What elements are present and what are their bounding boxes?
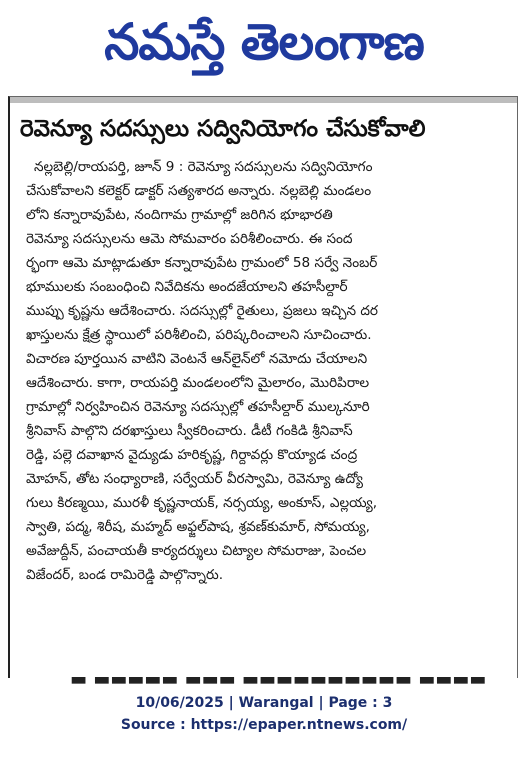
article-line: విజేందర్, బండ రామిరెడ్డి పాల్గొన్నారు. — [26, 567, 224, 583]
footer-date-edition: 10/06/2025 | Warangal | Page : 3 — [135, 695, 393, 711]
article-frame — [8, 96, 518, 690]
article-line: భూములకు సంబంధించి నివేదికను అందజేయాలని తహసీల్దార్ — [26, 279, 348, 295]
article-body — [26, 155, 510, 587]
article-line: నల్లబెల్లి/రాయపర్తి, జూన్ 9 : రెవెన్యూ సదస్సులను సద్వినియోగం — [34, 159, 373, 175]
article-line: ఖాస్తులను క్షేత్ర స్థాయిలో పరిశీలించి, పరిష్కరించాలని సూచించారు. — [26, 327, 372, 343]
article-headline: రెవెన్యూ సదస్సులు సద్వినియోగం చేసుకోవాలి — [20, 116, 426, 142]
article-line: గులు కిరణ్మయి, మురళీ కృష్ణనాయక్, నర్సయ్య, అంకూస్, ఎల్లయ్య, — [26, 495, 378, 511]
clipping-footer — [0, 692, 528, 736]
article-line: ర్భంగా ఆమె మాట్లాడుతూ కన్నారావుపేట గ్రామంలో 58 సర్వే నెంబర్ — [26, 255, 378, 271]
article-line: గ్రామాల్లో నిర్వహించిన రెవెన్యూ సదస్సుల్లో తహసీల్దార్ ముల్కనూరి — [26, 399, 370, 415]
article-line: విచారణ పూర్తయిన వాటిని వెంటనే ఆన్‌లైన్‌లో నమోదు చేయాలని — [26, 351, 368, 367]
article-line: లోని కన్నారావుపేట, నందిగామ గ్రామాల్లో జరిగిన భూభారతి — [26, 207, 333, 223]
newspaper-masthead: నమస్తే తెలంగాణ — [104, 13, 424, 71]
article-line: రెవెన్యూ సదస్సులను ఆమె సోమవారం పరిశీలించారు. ఈ సంద — [26, 231, 353, 247]
article-line: స్వాతి, పద్మ, శిరీష, మహ్మద్ అఫ్జల్‌పాష, శ్రవణ్‌కుమార్, సోమయ్య, — [26, 519, 370, 535]
article-line: రెడ్డి, పల్లె దవాఖాన వైద్యుడు హరికృష్ణ, గిర్దావర్లు కొయ్యాడ చంద్ర — [26, 447, 358, 463]
article-line: ముప్పు కృష్ణను ఆదేశించారు. సదస్సుల్లో రైతులు, ప్రజలు ఇచ్చిన దర — [26, 303, 378, 319]
article-line: ఆదేశించారు. కాగా, రాయపర్తి మండలంలోని మైలారం, మొరిపిరాల — [26, 375, 370, 391]
article-line: మోహన్, తోట సంధ్యారాణి, సర్వేయర్ వీరస్వామి, రెవెన్యూ ఉద్యో — [26, 471, 364, 487]
article-line: అవేజుద్దీన్, పంచాయతీ కార్యదర్శులు చిట్యాల సోమరాజు, పెంచల — [26, 543, 367, 559]
footer-source: Source : https://epaper.ntnews.com/ — [120, 717, 408, 733]
article-line: చేసుకోవాలని కలెక్టర్ డాక్టర్ సత్యశారద అన్నారు. నల్లబెల్లి మండలం — [26, 183, 372, 199]
top-divider — [10, 97, 517, 103]
cropped-next-headline: ▬ ▬▬▬▬▬ ▬▬▬ ▬▬▬▬▬▬▬▬▬▬ ▬▬▬▬ — [70, 669, 487, 690]
article-line: శ్రీనివాస్ పాల్గొని దరఖాస్తులు స్వీకరించారు. డీటీ గంకిడి శ్రీనివాస్ — [26, 423, 353, 439]
